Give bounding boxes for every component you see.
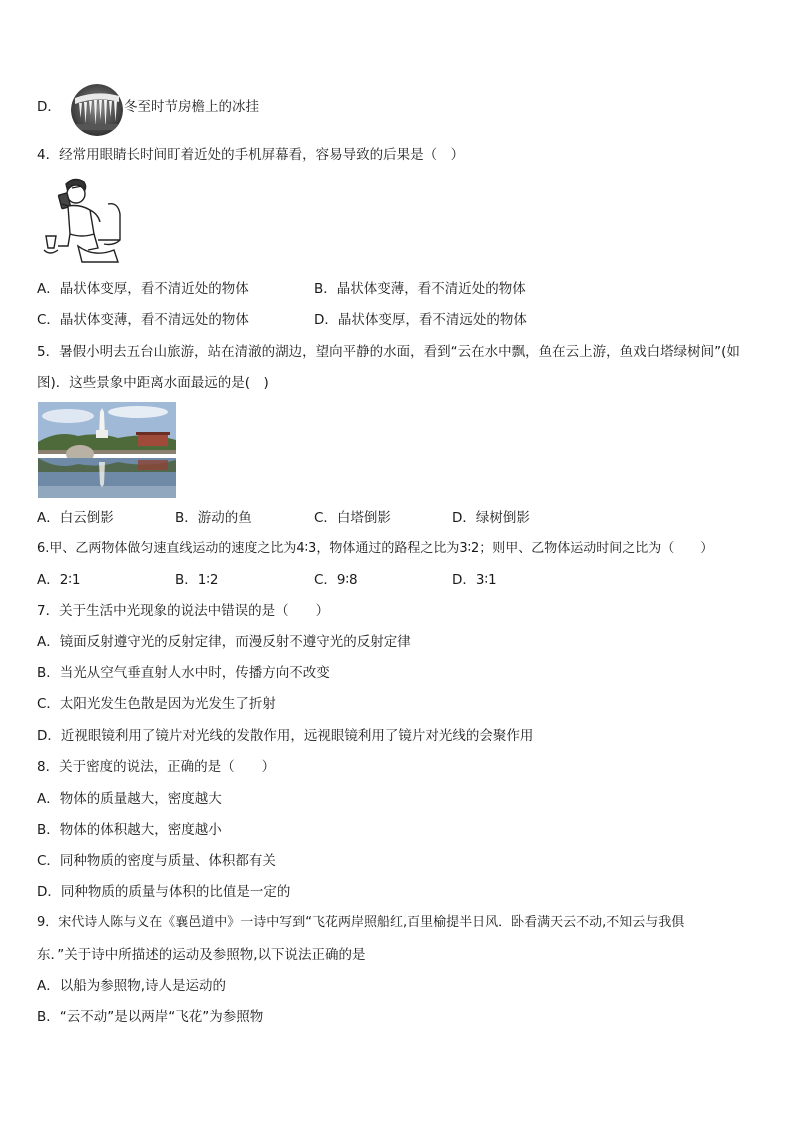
q5-option-a: A．白云倒影 — [37, 510, 114, 526]
q4-option-b: B．晶状体变薄，看不清近处的物体 — [314, 281, 526, 297]
question-7-stem: 7．关于生活中光现象的说法中错误的是（ ） — [37, 603, 330, 619]
q3-option-d-letter: D． — [37, 99, 61, 115]
q6-option-a: A．2∶1 — [37, 572, 81, 588]
q7-option-a: A．镜面反射遵守光的反射定律，而漫反射不遵守光的反射定律 — [37, 634, 411, 650]
question-4-stem: 4．经常用眼睛长时间盯着近处的手机屏幕看，容易导致的后果是（ ） — [37, 147, 465, 163]
q4-option-d: D．晶状体变厚，看不清远处的物体 — [314, 312, 527, 328]
question-6-stem: 6.甲、乙两物体做匀速直线运动的速度之比为4∶3，物体通过的路程之比为3∶2；则甲、乙物体运动时间之比为（ ） — [37, 541, 714, 556]
q6-option-b: B．1∶2 — [175, 572, 219, 588]
question-5-stem-line-1: 5．暑假小明去五台山旅游，站在清澈的湖边，望向平静的水面，看到“云在水中飘，鱼在云上游，鱼戏白塔绿树间”(如 — [37, 344, 740, 360]
q5-option-c: C．白塔倒影 — [314, 510, 391, 526]
q9-option-b: B．“云不动”是以两岸“飞花”为参照物 — [37, 1009, 264, 1025]
phone-user-illustration — [38, 174, 134, 270]
q3-option-d-text: 冬至时节房檐上的冰挂 — [124, 99, 259, 115]
q4-option-a: A．晶状体变厚，看不清近处的物体 — [37, 281, 249, 297]
q4-option-c: C．晶状体变薄，看不清远处的物体 — [37, 312, 249, 328]
question-8-stem: 8．关于密度的说法，正确的是（ ） — [37, 759, 276, 775]
q8-option-b: B．物体的体积越大，密度越小 — [37, 822, 222, 838]
lake-pagoda-photo — [38, 402, 176, 498]
q8-option-a: A．物体的质量越大，密度越大 — [37, 791, 222, 807]
q5-option-d: D．绿树倒影 — [452, 510, 530, 526]
q6-option-c: C．9∶8 — [314, 572, 358, 588]
q9-option-a: A．以船为参照物,诗人是运动的 — [37, 978, 227, 994]
question-5-stem-line-2: 图)．这些景象中距离水面最远的是( ) — [37, 375, 269, 391]
icicle-photo — [71, 84, 123, 136]
question-9-stem-line-2: 东．”关于诗中所描述的运动及参照物,以下说法正确的是 — [37, 947, 366, 963]
q5-option-b: B．游动的鱼 — [175, 510, 252, 526]
q7-option-b: B．当光从空气垂直射人水中时，传播方向不改变 — [37, 665, 330, 681]
q6-option-d: D．3∶1 — [452, 572, 497, 588]
q8-option-c: C．同种物质的密度与质量、体积都有关 — [37, 853, 276, 869]
q7-option-d: D．近视眼镜利用了镜片对光线的发散作用，远视眼镜利用了镜片对光线的会聚作用 — [37, 728, 534, 744]
q8-option-d: D．同种物质的质量与体积的比值是一定的 — [37, 884, 291, 900]
question-9-stem-line-1: 9．宋代诗人陈与义在《襄邑道中》一诗中写到“飞花两岸照船红,百里榆提半日风．卧看满天云不动,不知云与我俱 — [37, 915, 685, 930]
q7-option-c: C．太阳光发生色散是因为光发生了折射 — [37, 696, 276, 712]
